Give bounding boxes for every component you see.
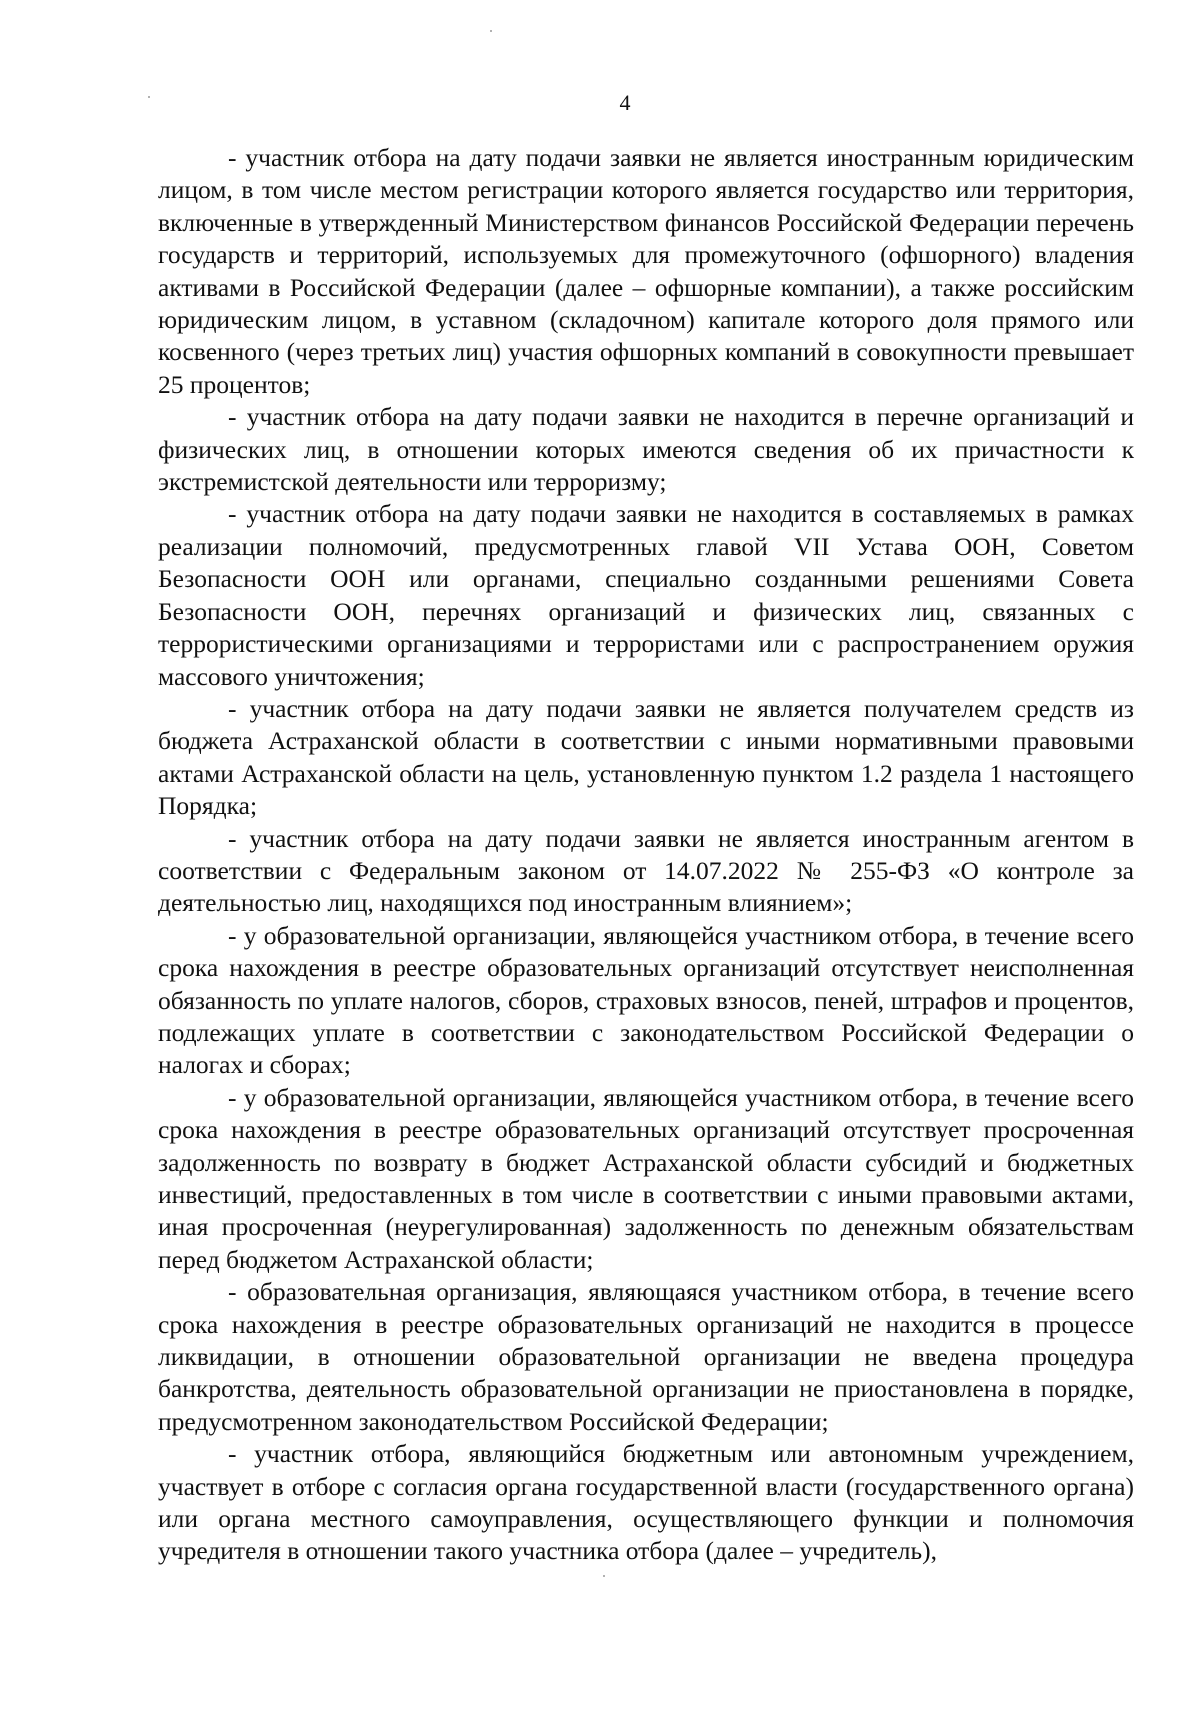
paragraph-liquidation-bankruptcy: - образовательная организация, являющаяся участником отбора, в течение всего срока нахождения в реестре образовательных организаций не находится в процессе ликвидации, в отношении образовательной организации не введена процедура банкротства, деятельность образовательной организации не приостановлена в порядке, предусмотренном законодательством Российской Федерации; — [158, 1277, 1134, 1436]
paragraph-un-security-council-lists: - участник отбора на дату подачи заявки не находится в составляемых в рамках реализации полномочий, предусмотренных главой VII Устава ООН, Советом Безопасности ООН или органами, специально созданными решениями Совета Безопасности ООН, перечнях организаций и физических лиц, связанных с террористическими организациями и террористами или с распространением оружия массового уничтожения; — [158, 499, 1134, 691]
paragraph-foreign-agent: - участник отбора на дату подачи заявки не является иностранным агентом в соответствии с Федеральным законом от 14.07.2022 № 255-ФЗ «О контроле за деятельностью лиц, находящихся под иностранным влиянием»; — [158, 823, 1134, 918]
document-body — [158, 142, 1134, 1568]
paragraph-tax-obligations: - у образовательной организации, являющейся участником отбора, в течение всего срока нахождения в реестре образовательных организаций отсутствует неисполненная обязанность по уплате налогов, сборов, страховых взносов, пеней, штрафов и процентов, подлежащих уплате в соответствии с законодательством Российской Федерации о налогах и сборах; — [158, 920, 1134, 1080]
scan-speck — [603, 1575, 605, 1577]
scan-speck — [490, 30, 492, 32]
page-number: 4 — [619, 90, 631, 115]
paragraph-offshore-companies: - участник отбора на дату подачи заявки не является иностранным юридическим лицом, в том числе местом регистрации которого является государство или территория, включенные в утвержденный Министерством финансов Российской Федерации перечень государств и территорий, используемых для промежуточного (офшорного) владения активами в Российской Федерации (далее – офшорные компании), а также российским юридическим лицом, в уставном (складочном) капитале которого доля прямого или косвенного (через третьих лиц) участия офшорных компаний в совокупности превышает 25 процентов; — [158, 143, 1134, 399]
scan-speck — [148, 96, 150, 98]
paragraph-founder-consent: - участник отбора, являющийся бюджетным или автономным учреждением, участвует в отборе с согласия органа государственной власти (государственного органа) или органа местного самоуправления, осуществляющего функции и полномочия учредителя в отношении такого участника отбора (далее – учредитель), — [158, 1439, 1134, 1566]
paragraph-extremism-list: - участник отбора на дату подачи заявки не находится в перечне организаций и физических лиц, в отношении которых имеются сведения об их причастности к экстремистской деятельности или терроризму; — [158, 402, 1134, 497]
paragraph-overdue-debt: - у образовательной организации, являющейся участником отбора, в течение всего срока нахождения в реестре образовательных организаций отсутствует просроченная задолженность по возврату в бюджет Астраханской области субсидий и бюджетных инвестиций, предоставленных в том числе в соответствии с иными правовыми актами, иная просроченная (неурегулированная) задолженность по денежным обязательствам перед бюджетом Астраханской области; — [158, 1082, 1134, 1274]
paragraph-not-budget-recipient: - участник отбора на дату подачи заявки не является получателем средств из бюджета Астраханской области в соответствии с иными нормативными правовыми актами Астраханской области на цель, установленную пунктом 1.2 раздела 1 настоящего Порядка; — [158, 693, 1134, 821]
